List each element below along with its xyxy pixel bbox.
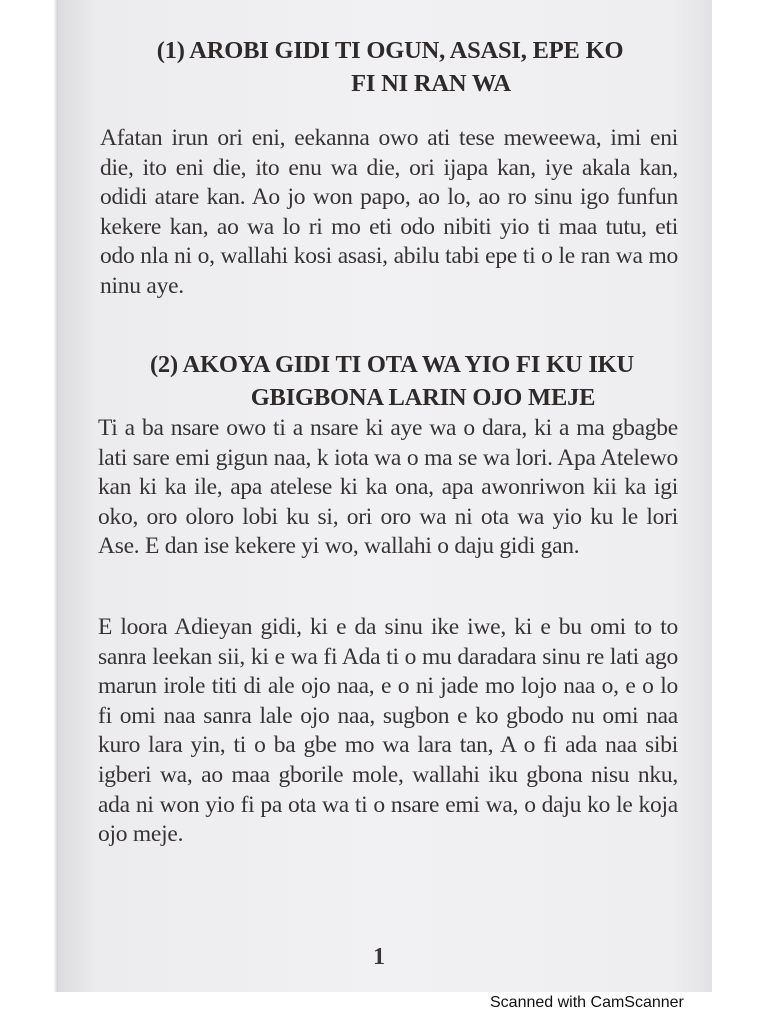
section-heading-2 [102, 348, 682, 414]
section-heading-1-line-1: (1) AROBI GIDI TI OGUN, ASASI, EPE KO [156, 37, 624, 64]
section-heading-1 [106, 34, 674, 100]
scan-right-margin [712, 0, 768, 992]
section-heading-1-line-2: FI NI RAN WA [351, 70, 511, 97]
section-2-paragraph-1: Ti a ba nsare owo ti a nsare ki aye wa o dara, ki a ma gbagbe lati sare emi gigun naa, k iota wa o ma se wa lori. Apa Atelewo kan ki ka ile, apa atelese ki ka ona, apa awonriwon kii ka igi oko, oro oloro lobi ku si, ori oro wa ni ota wa yio ku le lori Ase. E dan ise kekere yi wo, wallahi o daju gidi gan. [98, 415, 678, 560]
page-number: 1 [373, 944, 385, 970]
section-2-paragraph-2: E loora Adieyan gidi, ki e da sinu ike iwe, ki e bu omi to to sanra leekan sii, ki e wa fi Ada ti o mu daradara sinu re lati ago marun irole titi di ale ojo naa, e o ni jade mo lojo naa o, e o lo fi omi naa sanra lale ojo naa, sugbon e ko gbodo nu omi naa kuro lara yin, ti o ba gbe mo wa lara tan, A o fi ada naa sibi igberi wa, ao maa gborile mole, wallahi iku gbona nisu nku, ada ni won yio fi pa ota wa ti o nsare emi wa, o daju ko le koja ojo meje. [98, 614, 678, 848]
scanner-watermark: Scanned with CamScanner [490, 994, 684, 1011]
section-heading-2-line-2: GBIGBONA LARIN OJO MEJE [250, 384, 596, 411]
section-1-paragraph-1: Afatan irun ori eni, eekanna owo ati tese meweewa, imi eni die, ito eni die, ito enu wa die, ori ijapa kan, iye akala kan, odidi atare kan. Ao jo won papo, ao lo, ao ro sinu igo funfun kekere kan, ao wa lo ri mo eti odo nibiti yio ti maa tutu, eti odo nla ni o, wallahi kosi asasi, abilu tabi epe ti o le ran wa mo ninu aye. [100, 125, 678, 299]
section-heading-2-line-1: (2) AKOYA GIDI TI OTA WA YIO FI KU IKU [149, 351, 635, 378]
document-page [58, 0, 712, 992]
scan-left-margin [0, 0, 58, 992]
